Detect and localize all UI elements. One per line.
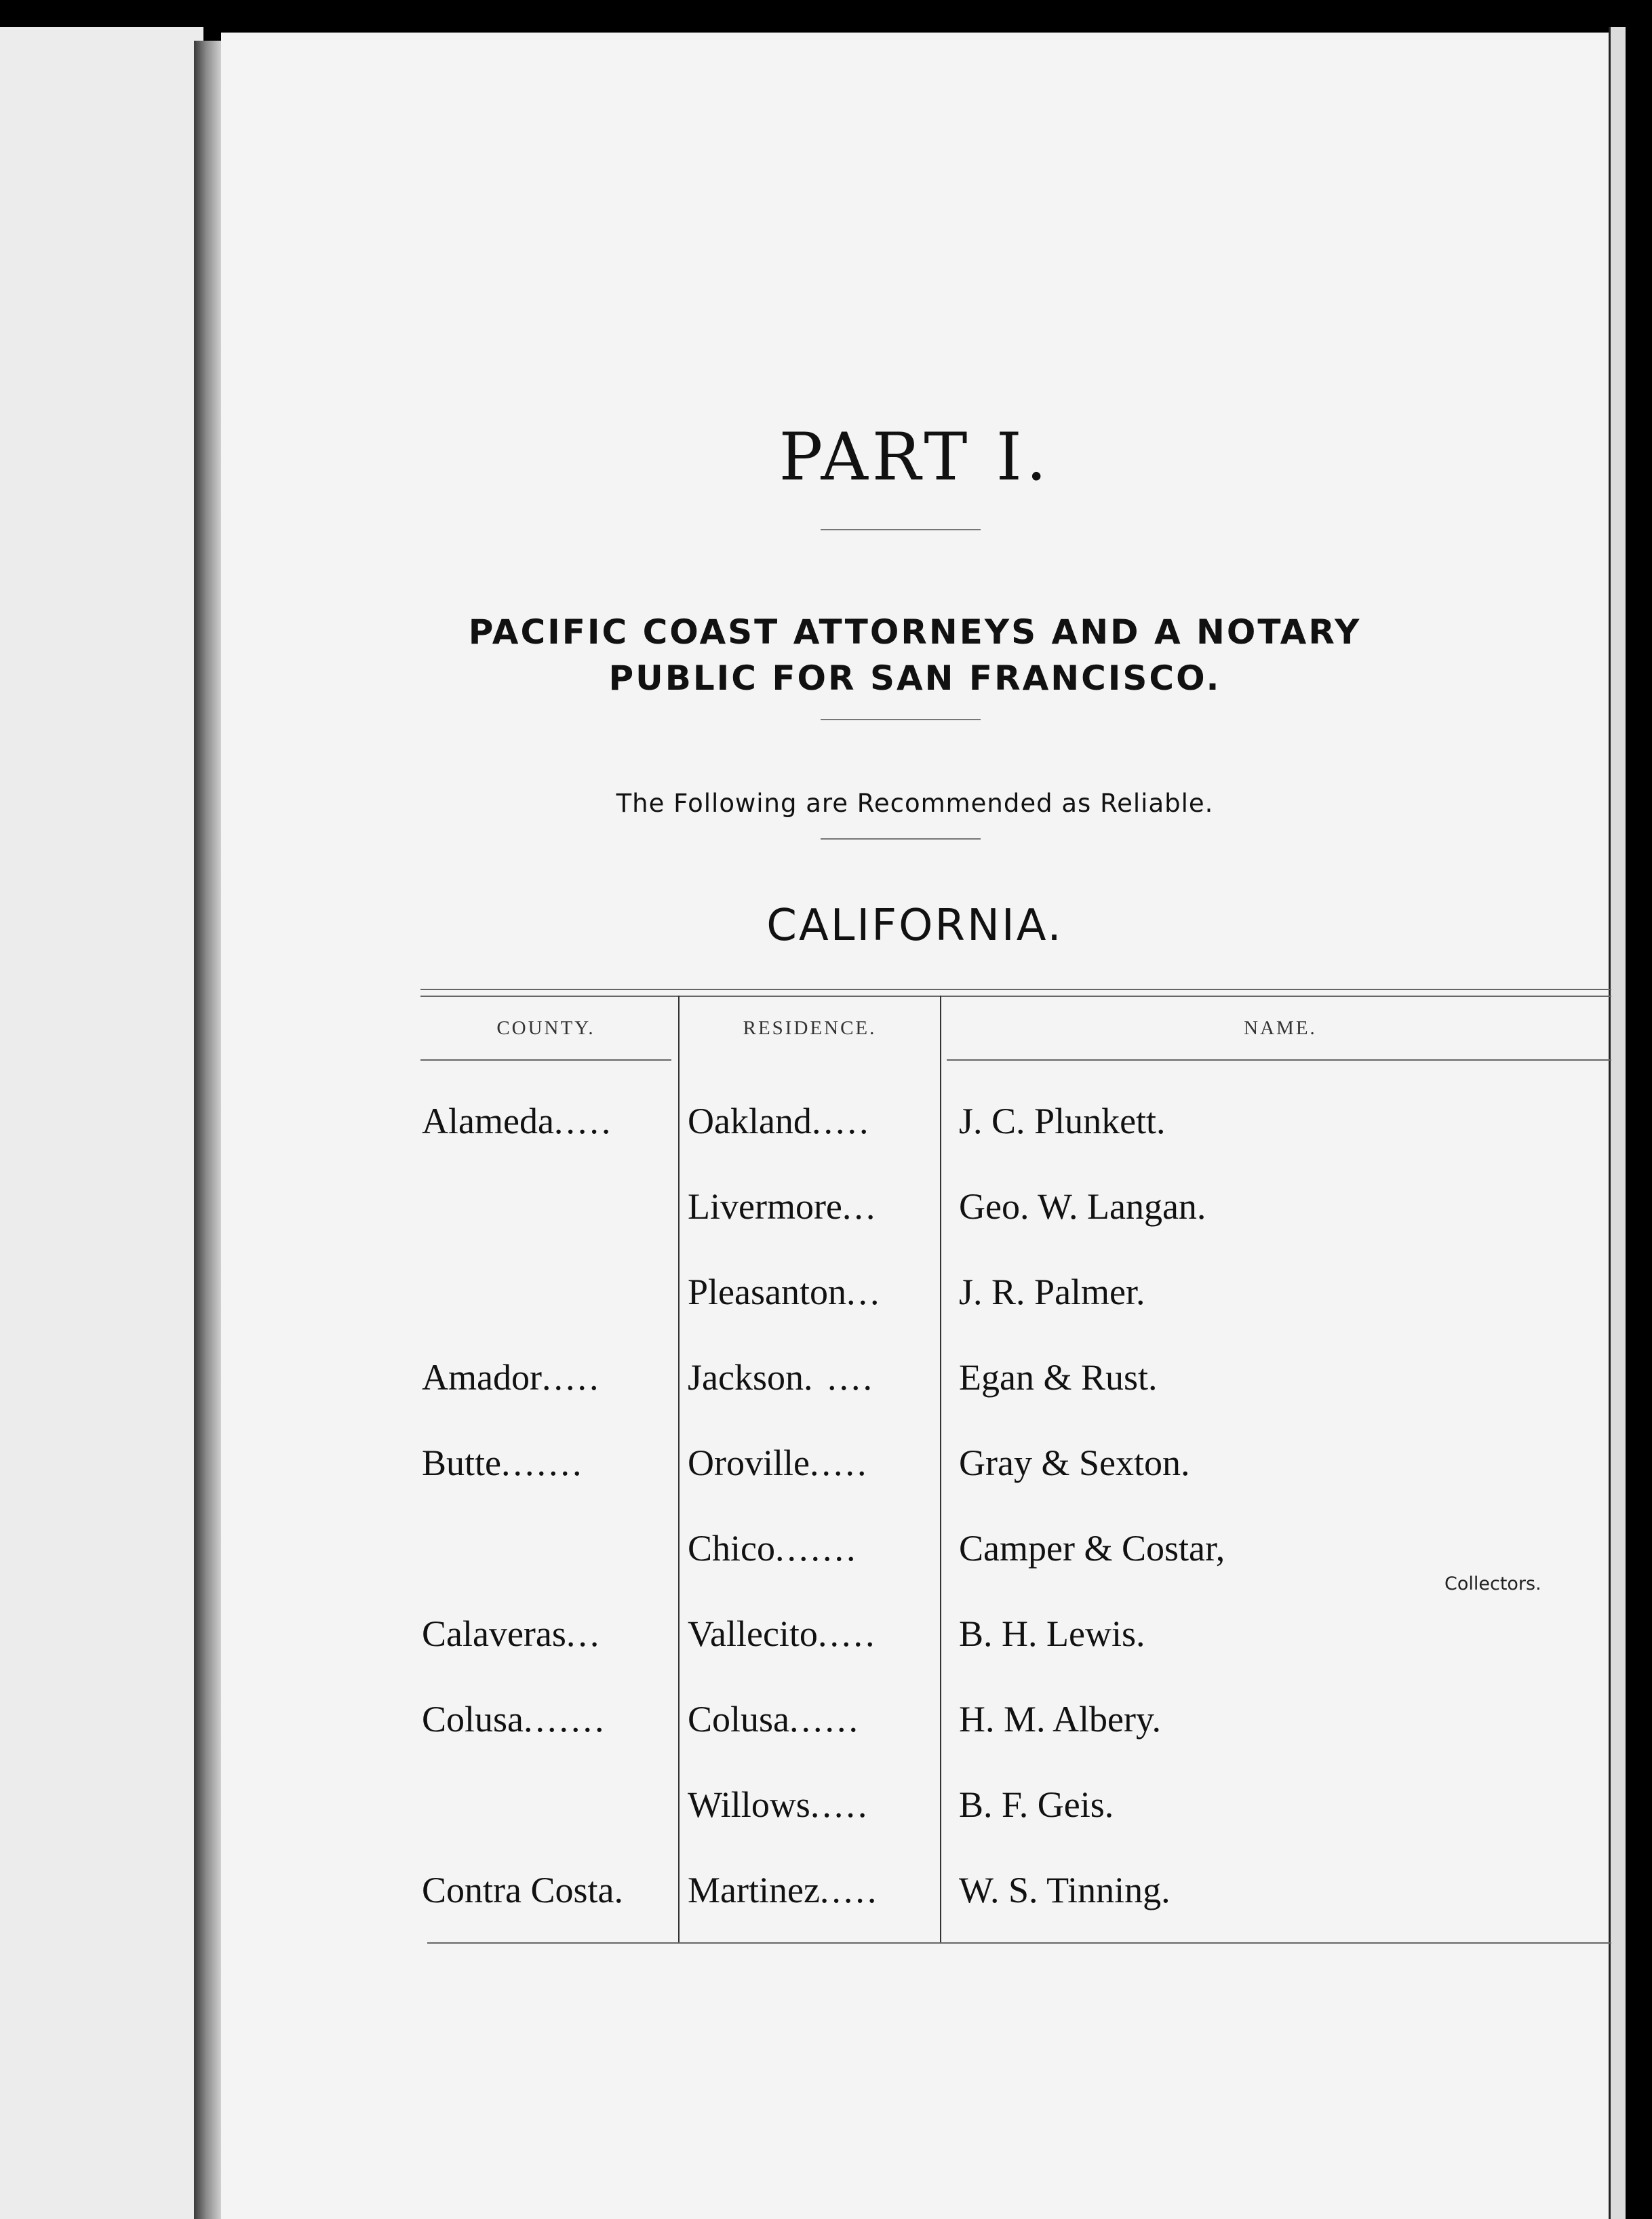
- subtitle-line-1: PACIFIC COAST ATTORNEYS AND A NOTARY: [468, 612, 1362, 652]
- header-county: COUNTY.: [496, 1017, 595, 1039]
- residence-cell: Willows.....: [688, 1784, 870, 1825]
- county-cell: Contra Costa.: [422, 1870, 626, 1910]
- name-cell: Egan & Rust.: [959, 1357, 1158, 1398]
- name-cell: Gray & Sexton.: [959, 1442, 1190, 1483]
- residence-cell: Jackson. ....: [688, 1357, 875, 1398]
- table-top-rule-2: [420, 996, 1611, 997]
- recommendation-line: The Following are Recommended as Reliable.: [616, 789, 1214, 818]
- table-row: [420, 1613, 1611, 1674]
- table-row: [420, 1698, 1611, 1759]
- state-heading: CALIFORNIA.: [766, 901, 1063, 951]
- name-cell: H. M. Albery.: [959, 1699, 1161, 1740]
- name-cell: B. F. Geis.: [959, 1784, 1114, 1825]
- table-top-rule: [420, 989, 1611, 990]
- name-cell: J. C. Plunkett.: [959, 1101, 1166, 1141]
- attorney-table: [420, 989, 1611, 1952]
- subtitle: [221, 609, 1609, 701]
- table-row: [420, 1356, 1611, 1417]
- table-row: [420, 1869, 1611, 1930]
- county-cell: Amador.....: [422, 1357, 602, 1398]
- residence-cell: Martinez.....: [688, 1870, 880, 1910]
- rule-3: [821, 838, 981, 840]
- name-cell: B. H. Lewis.: [959, 1613, 1145, 1654]
- subtitle-line-2: PUBLIC FOR SAN FRANCISCO.: [608, 659, 1221, 698]
- residence-cell: Oroville.....: [688, 1442, 869, 1483]
- part-title: PART I.: [779, 419, 1051, 495]
- county-cell: Butte.......: [422, 1442, 585, 1483]
- table-bottom-rule: [427, 1942, 1611, 1944]
- left-page-edge: [0, 27, 203, 2219]
- table-row: [420, 1100, 1611, 1161]
- header-rule-county: [420, 1059, 671, 1061]
- table-row: [420, 1442, 1611, 1503]
- rule-1: [821, 529, 981, 530]
- header-residence: RESIDENCE.: [743, 1017, 877, 1039]
- page: [221, 33, 1609, 2219]
- residence-cell: Vallecito.....: [688, 1613, 878, 1654]
- name-cell: Camper & Costar,: [959, 1528, 1225, 1569]
- rule-2: [821, 719, 981, 720]
- name-cell: J. R. Palmer.: [959, 1272, 1145, 1312]
- county-cell: Alameda.....: [422, 1101, 614, 1141]
- header-name: NAME.: [1244, 1017, 1317, 1039]
- header-rule-name: [947, 1059, 1611, 1061]
- residence-cell: Livermore...: [688, 1186, 878, 1227]
- county-cell: Calaveras...: [422, 1613, 602, 1654]
- table-row: [420, 1527, 1611, 1588]
- book-gutter-shadow: [194, 41, 221, 2219]
- table-row: [420, 1784, 1611, 1845]
- county-cell: Colusa.......: [422, 1699, 607, 1740]
- residence-cell: Chico.......: [688, 1528, 859, 1569]
- residence-cell: Oakland.....: [688, 1101, 871, 1141]
- name-cell: W. S. Tinning.: [959, 1870, 1171, 1910]
- table-row: [420, 1271, 1611, 1332]
- residence-cell: Pleasanton...: [688, 1272, 882, 1312]
- collectors-note: Collectors.: [1444, 1573, 1541, 1594]
- table-row: [420, 1185, 1611, 1246]
- residence-cell: Colusa......: [688, 1699, 861, 1740]
- name-cell: Geo. W. Langan.: [959, 1186, 1206, 1227]
